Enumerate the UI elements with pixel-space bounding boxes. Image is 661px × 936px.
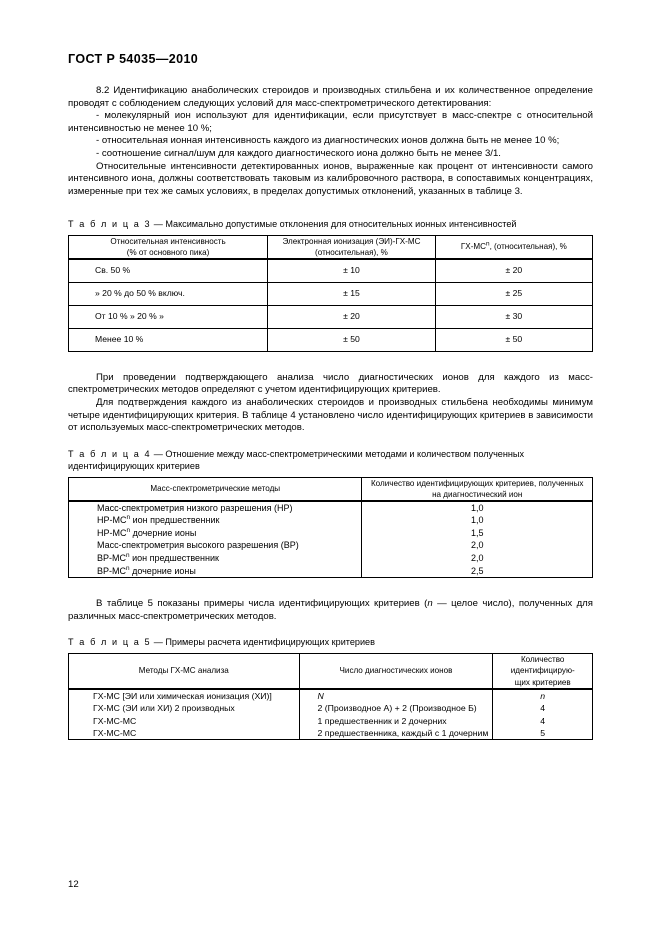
table-3-r2-gc: ± 30 [435,305,592,328]
table-4-method-4 [97,552,361,565]
table-3-r3-gc: ± 50 [435,328,592,351]
table-5-ions-1: 2 (Производное А) + 2 (Производное Б) [317,703,477,714]
table-4-method-3 [97,539,361,552]
table-3-r0-gc: ± 20 [435,259,592,283]
table-3-col3-post: , (относительная), % [489,242,567,252]
table-5-qty-cell [493,689,593,739]
table-5-col-criteria-qty [493,653,593,689]
paragraph-confirmatory-analysis: При проведении подтверждающего анализа число диагностических ионов для каждого из масс-спектрометрических методов определяют с учетом идентифицирующих критериев. [68,371,593,396]
page-title: ГОСТ Р 54035—2010 [68,52,199,66]
table-4-col-criteria-count [362,477,593,501]
table-5-method-0: ГХ-МС [ЭИ или химическая ионизация (ХИ)] [93,691,272,702]
table-4-method-5-pre: ВР-МС [97,565,126,576]
table-4-caption [68,448,593,473]
table-5-ions-2: 1 предшественник и 2 дочерних [317,715,447,726]
table-row [69,259,593,283]
paragraph-table5-italic-n: n [427,598,433,610]
table-3-r0-intensity: Св. 50 % [69,259,268,283]
table-4-method-2-pre: НР-МС [97,527,127,538]
table-4-methods-cell [69,501,362,578]
table-4-method-2-post: дочерние ионы [130,527,197,538]
table-row [69,501,593,578]
table-3-col1-line2: (% от основного пика) [126,247,210,257]
table-4-method-4-sup: n [126,551,130,559]
table-4-method-2-sup: n [126,526,131,534]
table-4-method-5-post: дочерние ионы [129,565,196,576]
paragraph-table5-intro [68,598,593,623]
table-5-header-row [69,653,593,689]
table-4-method-5-sup: n [126,564,130,572]
table-4-method-0 [97,502,361,515]
table-row [69,689,593,739]
table-5-method-1: ГХ-МС (ЭИ или ХИ) 2 производных [93,703,235,714]
table-4-method-3-pre: Масс-спектрометрия высокого разрешения (ВР) [97,540,299,551]
paragraph-table5-prefix: В таблице 5 показаны примеры числа идентифицирующих критериев ( [96,598,428,610]
table-3-col3-pre: ГХ-МС [460,242,486,252]
table-3-r1-ei: ± 15 [268,282,436,305]
table-4-method-1-sup: n [126,514,131,522]
table-row [69,282,593,305]
table-row [69,305,593,328]
table-4-method-1 [97,514,361,527]
table-5-method-2: ГХ-МС-МС [93,715,137,726]
table-3-r1-gc: ± 25 [435,282,592,305]
table-4-method-1-post: ион предшественник [130,515,220,526]
page-number: 12 [68,879,79,890]
table-4-count-5: 2,5 [470,565,484,576]
table-5-qty-3: 5 [540,727,546,738]
table-4-count-1: 1,0 [470,515,484,526]
table-5-ions-3: 2 предшественника, каждый с 1 дочерним [317,727,489,738]
table-4-caption-text: — Отношение между масс-спектрометрическими методами и количеством полученных идентифицирующих критериев [68,448,524,472]
table-3-r3-intensity: Менее 10 % [69,328,268,351]
table-4-header-row [69,477,593,501]
table-5-ions-0: N [317,691,324,702]
paragraph-relative-intensities: Относительные интенсивности детектированных ионов, выраженные как процент от интенсивности самого интенсивного иона, должны соответствовать таковым из калибровочного раствора, в сопоставимых концентрациях, измеренные при тех же самых условиях, в пределах допустимых отклонений, указанных в таблице 3. [68,160,593,197]
table-3 [68,235,593,352]
table-3-r1-intensity: » 20 % до 50 % включ. [69,282,268,305]
table-5 [68,653,593,740]
paragraph-four-criteria: Для подтверждения каждого из анаболических стероидов и производных стильбена необходимы минимум четыре идентифицирующих критерия. В таблице 4 установлено число идентифицирующих критериев в зависимости от используемых масс-спектрометрических методов. [68,396,593,434]
table-5-caption-lead: Т а б л и ц а 5 [68,637,152,648]
table-5-qty-2: 4 [540,715,546,726]
table-3-header-row [69,235,593,259]
table-4 [68,477,593,579]
table-5-col-methods: Методы ГХ-МС анализа [69,653,300,689]
table-5-ions-cell [299,689,493,739]
table-row [69,328,593,351]
table-5-col3-line3: щих критериев [514,677,571,687]
table-3-col2-line2: (относительная), % [315,247,388,257]
table-4-count-0: 1,0 [470,502,484,513]
table-3-col3-superscript: n [486,240,490,248]
table-3-r2-ei: ± 20 [268,305,436,328]
table-4-method-0-pre: Масс-спектрометрия низкого разрешения (НР) [97,502,293,513]
table-4-count-4: 2,0 [470,552,484,563]
table-4-col2-line2: на диагностический ион [432,489,523,499]
table-3-r3-ei: ± 50 [268,328,436,351]
table-4-method-5 [97,565,361,578]
bullet-molecular-ion: - молекулярный ион используют для идентификации, если присутствует в масс-спектре с относительной интенсивностью не менее 10 %; [68,110,593,134]
bullet-relative-ion-intensity: - относительная ионная интенсивность каждого из диагностических ионов должна быть не менее 10 %; [96,135,560,147]
table-3-col-relative-intensity [69,235,268,259]
table-4-count-3: 2,0 [470,540,484,551]
table-5-qty-1: 4 [540,703,546,714]
table-4-count-2: 1,5 [470,527,484,538]
table-5-col3-line2: идентифицирую- [510,666,575,676]
table-3-caption-lead: Т а б л и ц а 3 [68,219,152,230]
table-5-qty-0: n [540,691,546,702]
paragraph-8-2: 8.2 Идентификацию анаболических стероидов и производных стильбена и их количественное определение проводят с соблюдением следующих условий для масс-спектрометрического детектирования: [68,85,593,109]
table-5-col-ion-count: Число диагностических ионов [299,653,493,689]
paragraph-table5-suffix: — целое число), полученных для различных масс-спектрометрических методов. [68,598,593,622]
table-3-col-gcms-relative [435,235,592,259]
table-4-counts-cell [362,501,593,578]
table-4-col2-line1: Количество идентифицирующих критериев, полученных [370,478,584,488]
table-5-caption [68,636,593,648]
table-3-r0-ei: ± 10 [268,259,436,283]
table-5-methods-cell [69,689,300,739]
table-4-method-4-post: ион предшественник [129,552,219,563]
table-4-col-methods: Масс-спектрометрические методы [69,477,362,501]
table-4-method-1-pre: НР-МС [97,515,127,526]
table-3-col2-line1: Электронная ионизация (ЭИ)-ГХ-МС [282,236,421,246]
table-4-method-2 [97,527,361,540]
table-5-col3-line1: Количество [520,654,565,664]
table-3-caption [68,218,593,230]
table-3-r2-intensity: От 10 % » 20 % » [69,305,268,328]
bullet-signal-noise-ratio: - соотношение сигнал/шум для каждого диагностического иона должно быть не менее 3/1. [96,147,501,159]
table-3-col1-line1: Относительная интенсивность [110,236,226,246]
table-3-col-electron-ionization [268,235,436,259]
table-5-caption-text: — Примеры расчета идентифицирующих критериев [151,637,375,648]
table-4-method-4-pre: ВР-МС [97,552,126,563]
table-5-method-3: ГХ-МС-МС [93,727,137,738]
table-4-caption-lead: Т а б л и ц а 4 [68,448,152,459]
table-3-caption-text: — Максимально допустимые отклонения для относительных ионных интенсивностей [151,219,517,230]
